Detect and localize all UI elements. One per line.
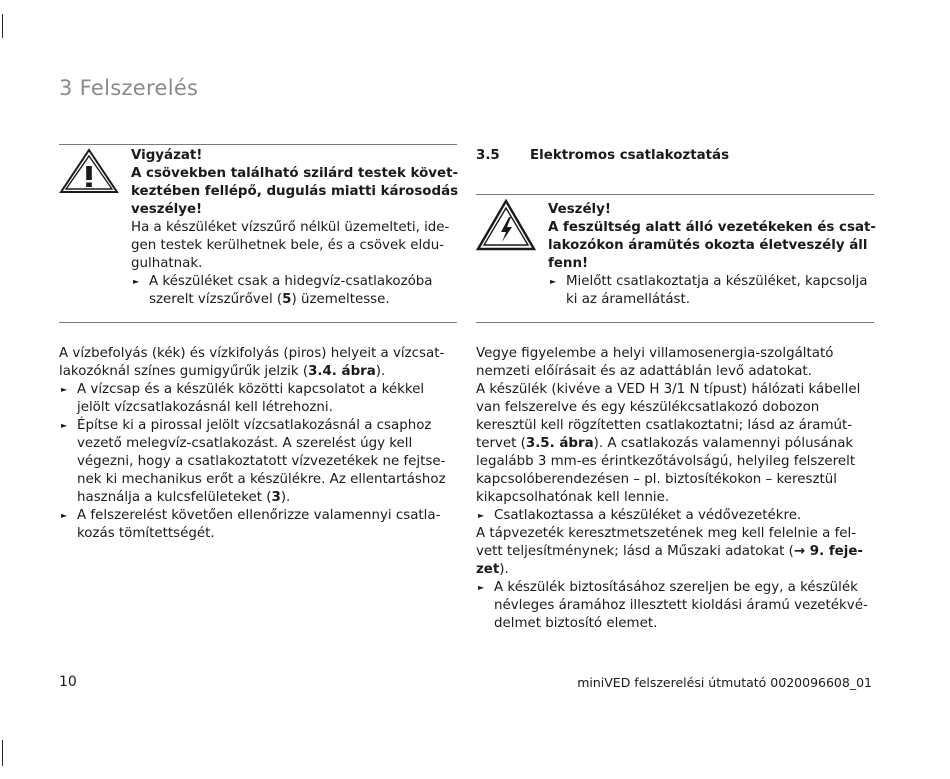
list-item — [476, 507, 876, 525]
caution-subheading-line: A csövekben található szilárd testek követ- — [131, 166, 459, 181]
list-item — [476, 579, 876, 633]
right-column-text — [476, 345, 876, 633]
danger-box — [548, 201, 878, 309]
bullet-arrow-icon: ► — [478, 583, 485, 592]
paragraph-line: van felszerelve és egy készülékcsatlakozó dobozon — [476, 400, 820, 415]
caution-bullet-line: A készüléket csak a hidegvíz-csatlakozóba — [149, 274, 433, 289]
danger-subheading-line: A feszültség alatt álló vezetékeken és csat- — [548, 220, 876, 235]
list-item — [59, 507, 459, 543]
caution-body-line: gen testek kerülhetnek bele, és a csövek eldu- — [131, 238, 445, 253]
bullet-arrow-icon: ► — [61, 385, 68, 394]
list-item-line: Építse ki a pirossal jelölt vízcsatlakozásnál a csaphoz — [77, 418, 432, 433]
danger-bullet-line: ki az áramellátást. — [566, 292, 691, 307]
list-item-line: A vízcsap és a készülék közötti kapcsolatot a kékkel — [77, 382, 425, 397]
list-item-line: nek ki mechanikus erőt a készülékre. Az ellentartáshoz — [77, 472, 446, 487]
text-run: ). — [499, 562, 509, 577]
paragraph-line: kapcsolóberendezésen – pl. biztosítékokon – keresztül — [476, 472, 837, 487]
caution-bullet-line — [149, 291, 461, 309]
text-run: szerelt vízszűrővel ( — [149, 292, 283, 307]
bullet-arrow-icon: ► — [478, 511, 485, 520]
list-item-line: kozás tömítettségét. — [77, 526, 215, 541]
figure-reference: 3.4. ábra — [308, 364, 376, 379]
crop-mark-top — [2, 14, 3, 38]
paragraph-line: A tápvezeték keresztmetszetének meg kell felelnie a fel- — [476, 526, 857, 541]
paragraph-line: legalább 3 mm-es érintkezőtávolságú, helyileg felszerelt — [476, 454, 856, 469]
danger-subheading-line: fenn! — [548, 256, 589, 271]
figure-reference: 3 — [271, 490, 281, 505]
crop-mark-bottom — [2, 740, 3, 766]
bullet-arrow-icon: ► — [61, 511, 68, 520]
text-run: ). — [280, 490, 291, 505]
list-item — [59, 381, 459, 417]
text-run: ). A csatlakozás valamennyi pólusának — [593, 436, 854, 451]
left-column-text — [59, 345, 459, 543]
danger-heading: Veszély! — [548, 202, 611, 217]
paragraph-line — [476, 435, 876, 453]
chapter-title: 3 Felszerelés — [59, 76, 199, 100]
caution-heading: Vigyázat! — [131, 148, 203, 163]
bullet-arrow-icon: ► — [550, 277, 557, 286]
caution-box-top-rule — [59, 144, 457, 145]
paragraph-line — [476, 543, 876, 561]
section-number: 3.5 — [476, 148, 500, 163]
paragraph-line: Vegye figyelembe a helyi villamosenergia-szolgáltató — [476, 346, 834, 361]
figure-reference: 5 — [282, 292, 292, 307]
list-item-line: névleges áramához illesztett kioldási áramú vezetékvé- — [494, 598, 868, 613]
danger-bullet-line: Mielőtt csatlakoztatja a készüléket, kapcsolja — [566, 274, 868, 289]
warning-triangle-icon — [59, 148, 119, 194]
high-voltage-triangle-icon — [476, 199, 536, 251]
bullet-arrow-icon: ► — [61, 421, 68, 430]
list-item-line: végezni, hogy a csatlakoztatott vízvezetékek ne fejtse- — [77, 454, 446, 469]
danger-box-bottom-rule — [476, 322, 874, 323]
list-item — [59, 417, 459, 507]
text-run: vett teljesítménynek; lásd a Műszaki adatokat ( — [476, 544, 794, 559]
text-run: használja a kulcsfelületeket ( — [77, 490, 272, 505]
text-run: tervet ( — [476, 436, 526, 451]
list-item-line: A készülék biztosításához szereljen be egy, a készülék — [494, 580, 858, 595]
chapter-reference: → 9. feje- — [793, 544, 863, 559]
figure-reference: 3.5. ábra — [525, 436, 594, 451]
caution-bullet — [131, 273, 461, 309]
section-title: Elektromos csatlakoztatás — [530, 148, 730, 163]
paragraph-line: keresztül kell rögzítetten csatlakoztatni; lásd az áramút- — [476, 418, 853, 433]
text-run: ). — [375, 364, 386, 379]
paragraph-line: nemzeti előírásait és az adattáblán levő adatokat. — [476, 364, 812, 379]
text-run: lakozóknál színes gumigyűrűk jelzik ( — [59, 364, 309, 379]
caution-box-bottom-rule — [59, 322, 457, 323]
list-item-line: vezető melegvíz-csatlakozást. A szerelést úgy kell — [77, 436, 413, 451]
caution-subheading-line: veszélye! — [131, 202, 203, 217]
list-item-line: delmet biztosító elemet. — [494, 616, 658, 631]
document-reference: miniVED felszerelési útmutató 0020096608_01 — [577, 675, 872, 690]
caution-subheading-line: keztében fellépő, dugulás miatti károsodás — [131, 184, 459, 199]
paragraph-line — [476, 561, 876, 579]
bullet-arrow-icon: ► — [133, 277, 140, 286]
chapter-reference: zet — [476, 562, 500, 577]
text-run: ) üzemeltesse. — [291, 292, 390, 307]
paragraph-line: kikapcsolhatónak kell lennie. — [476, 490, 670, 505]
caution-body-line: gulhatnak. — [131, 256, 203, 271]
intro-line — [59, 363, 459, 381]
list-item-line: Csatlakoztassa a készüléket a védővezetékre. — [494, 508, 802, 523]
danger-bullet — [548, 273, 878, 309]
paragraph-line: A készülék (kivéve a VED H 3/1 N típust) hálózati kábellel — [476, 382, 861, 397]
list-item-line — [77, 489, 459, 507]
caution-body-line: Ha a készüléket vízszűrő nélkül üzemelteti, ide- — [131, 220, 450, 235]
page-number: 10 — [59, 674, 77, 690]
danger-subheading-line: lakozókon áramütés okozta életveszély áll — [548, 238, 868, 253]
intro-line: A vízbefolyás (kék) és vízkifolyás (piros) helyeit a vízcsat- — [59, 346, 445, 361]
caution-box — [131, 147, 461, 309]
list-item-line: jelölt vízcsatlakozásnál kell létrehozni. — [77, 400, 333, 415]
list-item-line: A felszerelést követően ellenőrizze valamennyi csatla- — [77, 508, 441, 523]
danger-box-top-rule — [476, 194, 874, 195]
